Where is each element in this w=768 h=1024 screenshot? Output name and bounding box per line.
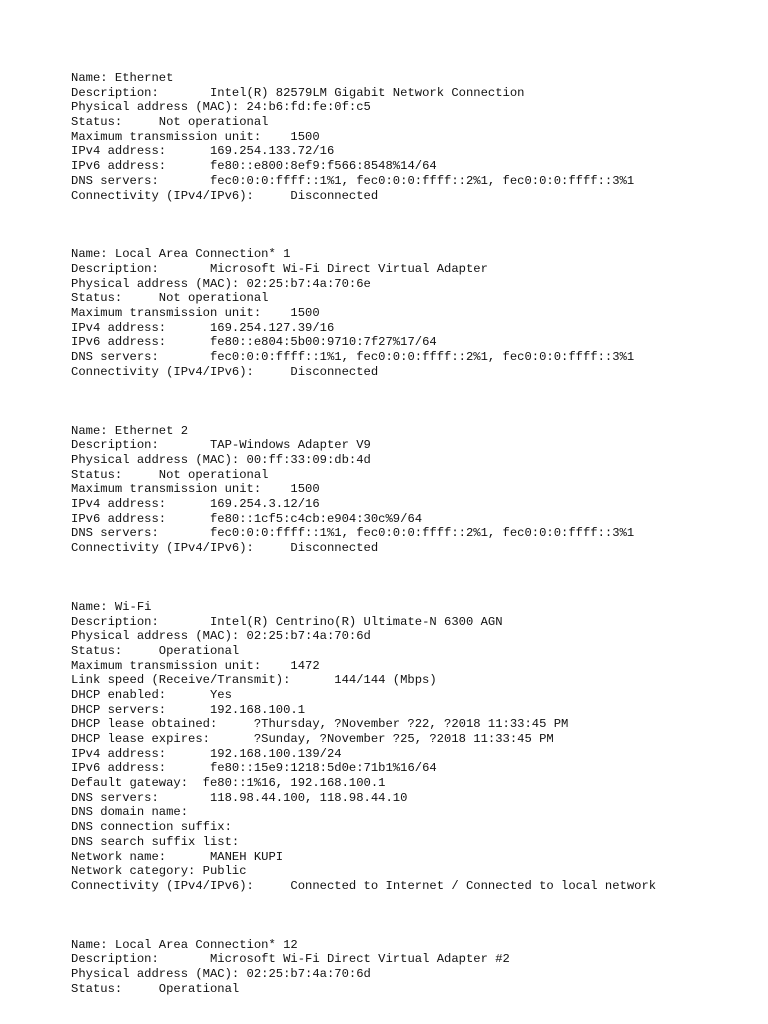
property-line [71,850,751,865]
property-label: Maximum transmission unit: [71,658,291,673]
property-label: IPv6 address: [71,335,210,350]
property-line [71,615,751,630]
property-line [71,144,751,159]
property-label: IPv4 address: [71,320,210,335]
network-adapter-report [71,71,751,996]
property-label: Maximum transmission unit: [71,129,291,144]
property-label: Physical address (MAC): [71,100,247,115]
property-line [71,130,751,145]
property-label: Network name: [71,849,210,864]
property-value: Operational [158,981,240,996]
property-line [71,247,751,262]
property-line [71,100,751,115]
property-label: Name: [71,937,115,952]
property-value: 02:25:b7:4a:70:6d [246,629,371,644]
property-line [71,688,751,703]
property-label: DNS connection suffix: [71,820,232,835]
property-value: 1500 [290,482,320,497]
property-value: TAP-Windows Adapter V9 [209,438,371,453]
property-label: Maximum transmission unit: [71,482,291,497]
property-line [71,526,751,541]
property-label: DNS domain name: [71,805,189,820]
property-line [71,350,751,365]
property-line [71,453,751,468]
property-line [71,497,751,512]
property-label: Default gateway: [71,776,203,791]
property-label: Status: [71,643,159,658]
property-value: Operational [158,643,240,658]
property-line [71,820,751,835]
property-line [71,864,751,879]
property-line [71,761,751,776]
property-value: fec0:0:0:ffff::1%1, fec0:0:0:ffff::2%1, fec0:0:0:ffff::3%1 [209,526,635,541]
property-label: Physical address (MAC): [71,629,247,644]
property-line [71,262,751,277]
property-value: 1472 [290,658,320,673]
property-label: Connectivity (IPv4/IPv6): [71,878,291,893]
property-label: DNS servers: [71,526,210,541]
property-value: 118.98.44.100, 118.98.44.10 [209,790,408,805]
property-line [71,644,751,659]
property-label: Status: [71,981,159,996]
property-label: IPv4 address: [71,497,210,511]
property-label: Connectivity (IPv4/IPv6): [71,541,291,556]
property-line [71,982,751,997]
property-value: fe80::15e9:1218:5d0e:71b1%16/64 [209,761,437,776]
property-value: Local Area Connection* 1 [114,247,291,262]
property-line [71,600,751,615]
property-line [71,732,751,747]
property-value: Not operational [158,467,269,482]
property-label: Name: [71,423,115,438]
property-value: Intel(R) 82579LM Gigabit Network Connection [209,85,525,100]
property-value: ?Sunday, ?November ?25, ?2018 11:33:45 PM [253,732,554,747]
property-value: fec0:0:0:ffff::1%1, fec0:0:0:ffff::2%1, fec0:0:0:ffff::3%1 [209,173,635,188]
property-label: Physical address (MAC): [71,276,247,291]
property-line [71,438,751,453]
property-line [71,277,751,292]
property-line [71,776,751,791]
property-label: Name: [71,247,115,262]
property-label: Description: [71,438,210,453]
property-label: IPv4 address: [71,746,210,761]
adapter-block [71,71,751,203]
adapter-block [71,247,751,379]
property-value: Not operational [158,291,269,306]
property-line [71,512,751,527]
property-value: 02:25:b7:4a:70:6e [246,276,371,291]
property-line [71,659,751,674]
property-value: Microsoft Wi-Fi Direct Virtual Adapter #2 [209,952,510,967]
property-value: 1500 [290,306,320,321]
property-value: ?Thursday, ?November ?22, ?2018 11:33:45 PM [253,717,569,732]
property-line [71,468,751,483]
property-value: Yes [209,687,232,702]
property-line [71,115,751,130]
property-label: Maximum transmission unit: [71,306,291,321]
property-label: DHCP lease expires: [71,732,254,747]
property-value: 144/144 (Mbps) [334,673,437,688]
property-value: 192.168.100.139/24 [209,746,342,761]
property-value: fe80::1cf5:c4cb:e904:30c%9/64 [209,511,423,526]
property-line [71,424,751,439]
property-line [71,174,751,189]
property-label: Connectivity (IPv4/IPv6): [71,188,291,203]
property-value: 00:ff:33:09:db:4d [246,452,371,467]
property-label: Connectivity (IPv4/IPv6): [71,364,291,379]
property-value: Connected to Internet / Connected to local network [290,878,657,893]
property-label: Status: [71,467,159,482]
property-label: Link speed (Receive/Transmit): [71,673,335,688]
property-label: DNS servers: [71,173,210,188]
property-value: 169.254.127.39/16 [209,320,335,335]
property-line [71,159,751,174]
property-value: 192.168.100.1 [209,702,306,717]
property-line [71,482,751,497]
property-value: Not operational [158,115,269,130]
property-label: DNS servers: [71,350,210,365]
adapter-block [71,600,751,894]
property-value: 24:b6:fd:fe:0f:c5 [246,100,371,115]
property-line [71,967,751,982]
property-value: fe80::e800:8ef9:f566:8548%14/64 [209,159,437,174]
property-label: DNS servers: [71,790,210,805]
property-value: 02:25:b7:4a:70:6d [246,967,371,982]
property-value: fe80::e804:5b00:9710:7f27%17/64 [209,335,437,350]
property-label: DNS search suffix list: [71,834,240,849]
property-label: Description: [71,952,210,967]
property-value: Local Area Connection* 12 [114,937,298,952]
property-value: Ethernet [114,71,174,85]
property-line [71,306,751,321]
property-line [71,541,751,556]
property-line [71,365,751,380]
property-line [71,805,751,820]
property-value: 1500 [290,129,320,144]
property-value: Disconnected [290,364,379,379]
property-label: IPv6 address: [71,761,210,776]
property-label: Name: [71,599,115,614]
property-value: Public [202,864,247,879]
property-value: Wi-Fi [114,599,152,614]
property-line [71,879,751,894]
property-value: fec0:0:0:ffff::1%1, fec0:0:0:ffff::2%1, fec0:0:0:ffff::3%1 [209,350,635,365]
property-value: 169.254.133.72/16 [209,144,335,159]
property-line [71,321,751,336]
property-label: DHCP servers: [71,702,210,717]
property-line [71,747,751,762]
property-line [71,335,751,350]
property-label: Network category: [71,864,203,879]
property-line [71,717,751,732]
property-line [71,291,751,306]
property-line [71,86,751,101]
property-label: Description: [71,261,210,276]
property-label: DHCP lease obtained: [71,717,254,732]
property-value: Disconnected [290,188,379,203]
property-label: IPv6 address: [71,159,210,174]
property-line [71,673,751,688]
property-line [71,703,751,718]
property-value: Ethernet 2 [114,423,189,438]
property-label: Physical address (MAC): [71,967,247,982]
property-value: MANEH KUPI [209,849,284,864]
property-label: Description: [71,85,210,100]
property-line [71,952,751,967]
property-value: 169.254.3.12/16 [209,497,320,511]
property-line [71,189,751,204]
adapter-block [71,938,751,997]
property-label: Physical address (MAC): [71,452,247,467]
property-line [71,629,751,644]
property-label: Status: [71,115,159,130]
property-label: DHCP enabled: [71,687,210,702]
property-line [71,938,751,953]
property-label: Description: [71,614,210,629]
property-label: IPv4 address: [71,144,210,159]
property-label: Status: [71,291,159,306]
property-value: Microsoft Wi-Fi Direct Virtual Adapter [209,261,488,276]
property-line [71,835,751,850]
property-value: Disconnected [290,541,379,556]
property-line [71,71,751,86]
adapter-block [71,424,751,556]
property-label: Name: [71,71,115,85]
property-line [71,791,751,806]
property-value: Intel(R) Centrino(R) Ultimate-N 6300 AGN [209,614,503,629]
property-label: IPv6 address: [71,511,210,526]
property-value: fe80::1%16, 192.168.100.1 [202,776,386,791]
